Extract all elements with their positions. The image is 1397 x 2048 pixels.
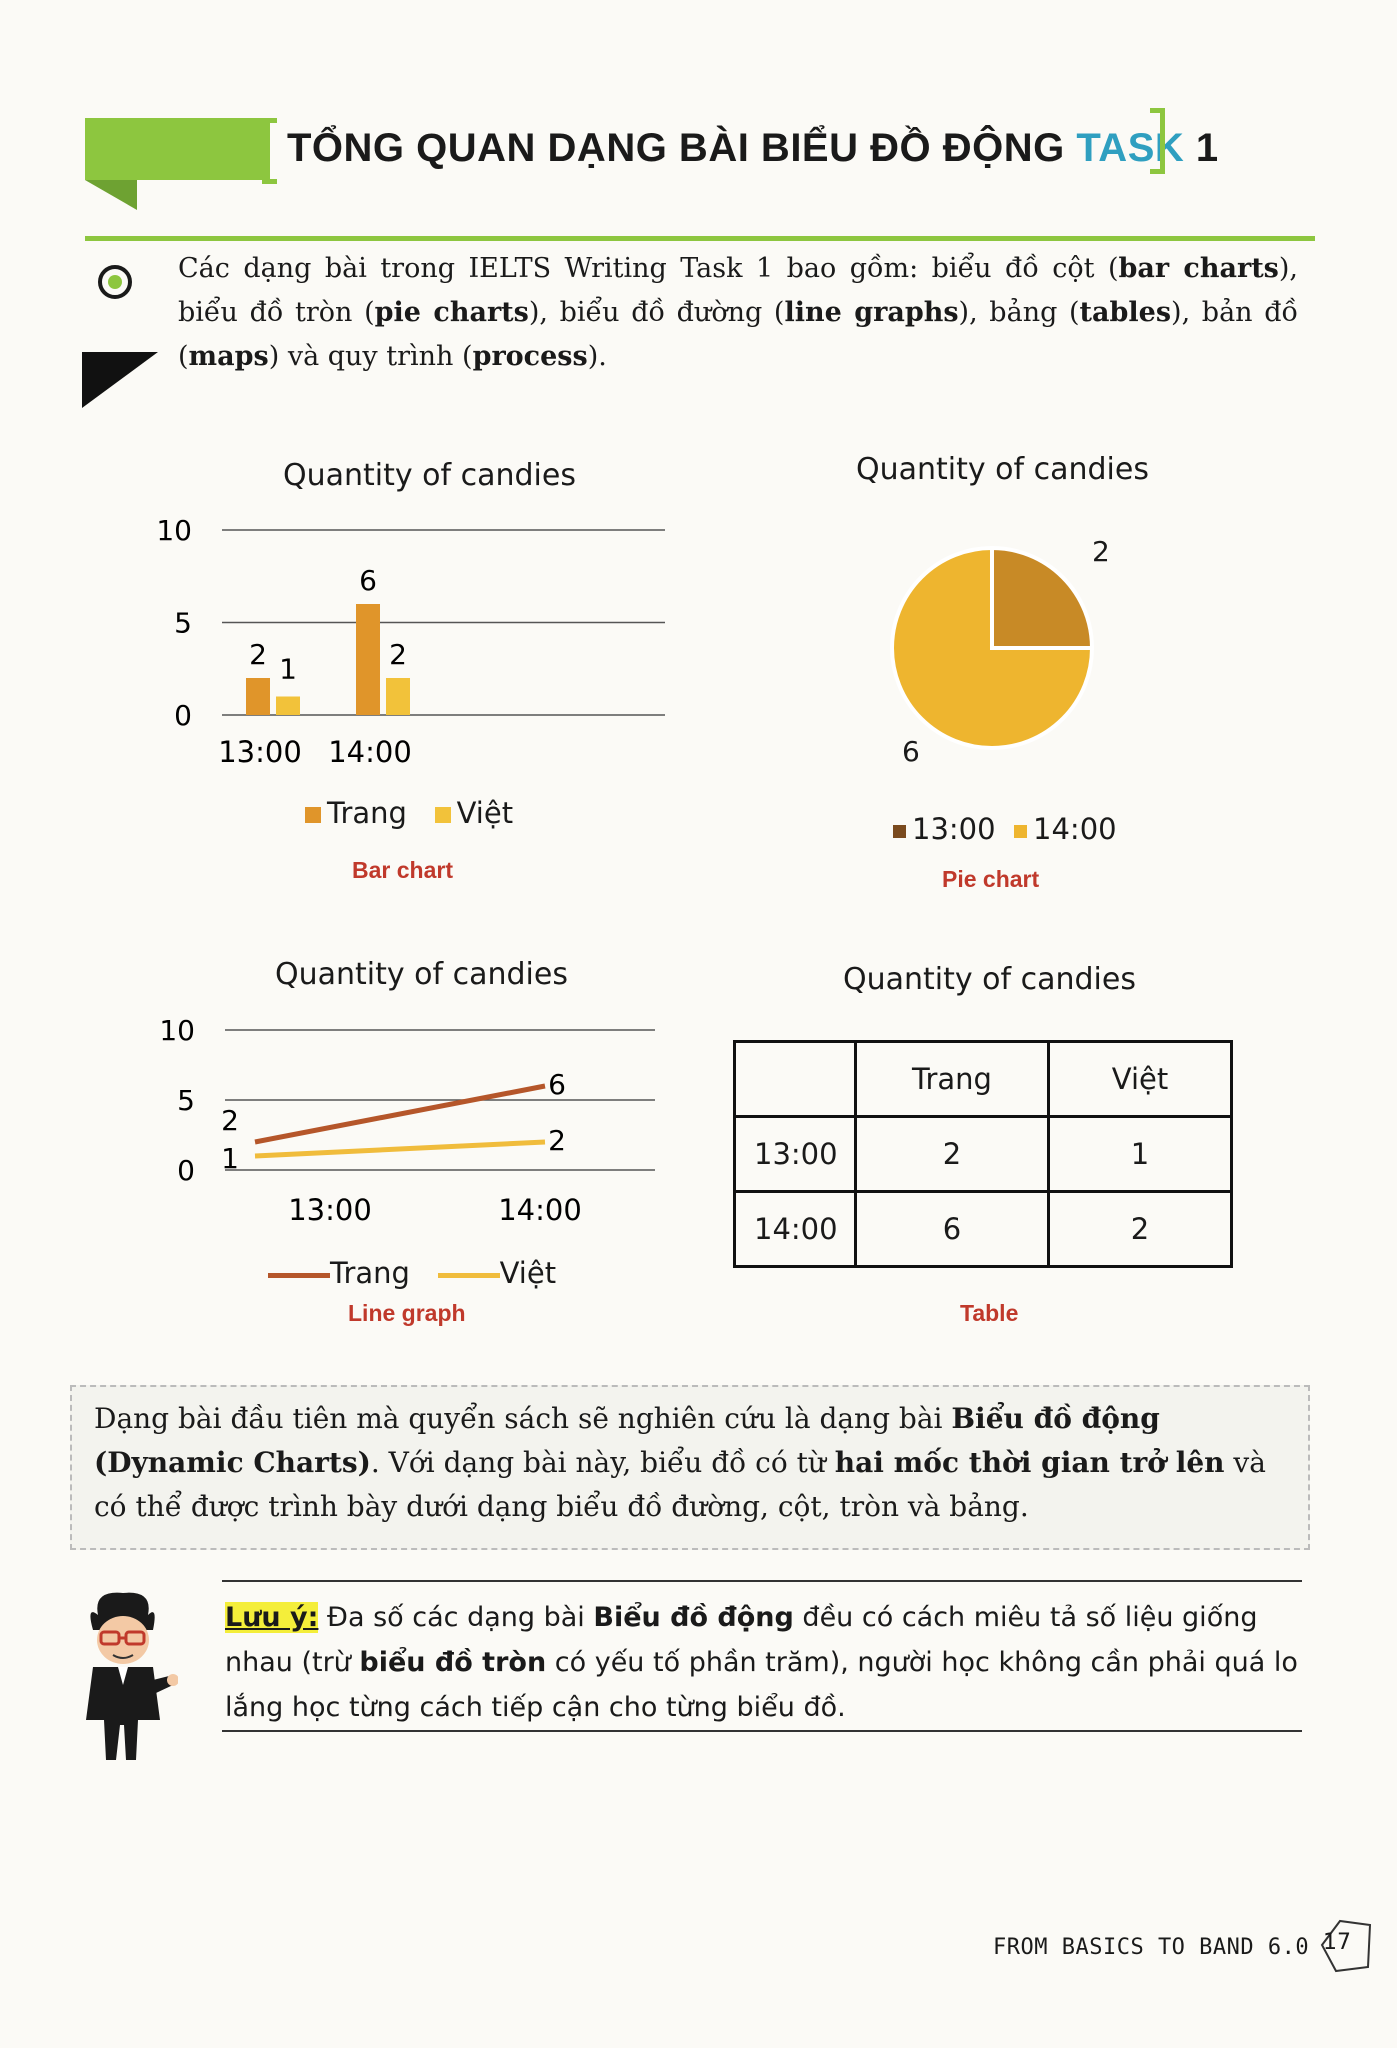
legend-line-viet bbox=[438, 1273, 500, 1278]
pie-caption: Pie chart bbox=[942, 866, 1040, 892]
bar-data-label: 2 bbox=[249, 638, 267, 671]
line-data-label: 2 bbox=[548, 1124, 566, 1157]
triangle-decor-icon bbox=[82, 352, 158, 408]
header-bracket-right bbox=[1150, 108, 1165, 174]
target-bullet-icon bbox=[98, 265, 132, 299]
bar-legend-trang: Trang bbox=[327, 796, 407, 830]
header-bracket-left bbox=[262, 118, 277, 184]
legend-line-trang bbox=[268, 1273, 330, 1278]
bar-x-tick-label: 13:00 bbox=[218, 735, 302, 769]
legend-swatch-viet bbox=[435, 807, 451, 823]
bar-y-tick-label: 5 bbox=[174, 606, 192, 640]
note-label: Lưu ý: bbox=[225, 1602, 319, 1633]
bar-legend bbox=[305, 796, 513, 830]
note-paragraph: Lưu ý: Đa số các dạng bài Biểu đồ động đều có cách miêu tả số liệu giống nhau (trừ biểu đồ tròn có yếu tố phần trăm), người học không cần phải quá lo lắng học từng cách tiếp cận cho từng biểu đồ. bbox=[225, 1602, 1298, 1723]
bar-việt-14:00 bbox=[386, 678, 410, 715]
pie-slice-13:00 bbox=[992, 548, 1092, 648]
line-data-label: 1 bbox=[221, 1142, 239, 1175]
note-rule-bottom bbox=[222, 1730, 1302, 1732]
bar-data-label: 1 bbox=[279, 652, 297, 686]
bar-data-label: 2 bbox=[389, 638, 407, 671]
candies-table bbox=[733, 1040, 1233, 1268]
bar-caption: Bar chart bbox=[352, 857, 453, 883]
bar-y-tick-label: 10 bbox=[156, 514, 192, 547]
table-title: Quantity of candies bbox=[843, 962, 1136, 997]
table-caption: Table bbox=[960, 1300, 1019, 1326]
pie-chart-title: Quantity of candies bbox=[856, 452, 1149, 487]
table-header-viet: Việt bbox=[1049, 1042, 1232, 1117]
bar-legend-viet: Việt bbox=[456, 796, 514, 830]
line-chart-title: Quantity of candies bbox=[275, 957, 568, 992]
bar-trang-14:00 bbox=[356, 604, 380, 715]
table-corner-cell bbox=[735, 1042, 856, 1117]
bar-việt-13:00 bbox=[276, 697, 300, 716]
pie-legend-1300: 13:00 bbox=[912, 812, 996, 846]
book-title-footer: FROM BASICS TO BAND 6.0 bbox=[993, 1935, 1310, 1960]
line-series-trang bbox=[255, 1086, 545, 1142]
table-cell: 2 bbox=[1049, 1192, 1232, 1267]
page-number: 17 bbox=[1323, 1930, 1351, 1955]
bar-trang-13:00 bbox=[246, 678, 270, 715]
header-green-banner bbox=[85, 118, 270, 180]
line-data-label: 6 bbox=[548, 1068, 566, 1101]
bar-x-tick-label: 14:00 bbox=[328, 735, 412, 769]
legend-swatch-1300 bbox=[893, 825, 906, 838]
line-legend-trang: Trang bbox=[330, 1256, 410, 1290]
table-header-row bbox=[735, 1042, 1232, 1117]
bar-chart bbox=[140, 500, 680, 770]
header-fold bbox=[85, 180, 137, 210]
line-caption: Line graph bbox=[348, 1300, 466, 1326]
legend-swatch-trang bbox=[305, 807, 321, 823]
dynamic-charts-box: Dạng bài đầu tiên mà quyển sách sẽ nghiên cứu là dạng bài Biểu đồ động (Dynamic Charts). Với dạng bài này, biểu đồ có từ hai mốc thời gian trở lên và có thể được trình bày dưới dạng biểu đồ đường, cột, tròn và bảng. bbox=[70, 1385, 1310, 1550]
bar-chart-title: Quantity of candies bbox=[283, 458, 576, 493]
intro-paragraph: Các dạng bài trong IELTS Writing Task 1 bao gồm: biểu đồ cột (bar charts), biểu đồ tròn (pie charts), biểu đồ đường (line graphs), bảng (tables), bản đồ (maps) và quy trình (process). bbox=[178, 253, 1299, 372]
bar-data-label: 6 bbox=[359, 564, 377, 597]
table-cell-time: 14:00 bbox=[735, 1192, 856, 1267]
note-rule-top bbox=[222, 1580, 1302, 1582]
legend-swatch-1400 bbox=[1014, 825, 1027, 838]
line-y-tick-label: 0 bbox=[177, 1154, 195, 1187]
teacher-character-icon bbox=[68, 1585, 178, 1765]
line-x-tick-label: 14:00 bbox=[498, 1193, 582, 1227]
line-x-tick-label: 13:00 bbox=[288, 1193, 372, 1227]
table-row bbox=[735, 1117, 1232, 1192]
bar-y-tick-label: 0 bbox=[174, 699, 192, 732]
table-cell-time: 13:00 bbox=[735, 1117, 856, 1192]
table-cell: 6 bbox=[856, 1192, 1049, 1267]
line-chart bbox=[150, 1000, 670, 1240]
pie-legend-1400: 14:00 bbox=[1033, 812, 1117, 846]
table-cell: 2 bbox=[856, 1117, 1049, 1192]
line-y-tick-label: 10 bbox=[159, 1014, 195, 1047]
line-legend-viet: Việt bbox=[499, 1256, 557, 1290]
line-series-việt bbox=[255, 1142, 545, 1156]
line-legend bbox=[268, 1256, 556, 1290]
pie-label-1400: 6 bbox=[902, 735, 920, 768]
table-header-trang: Trang bbox=[856, 1042, 1049, 1117]
header-rule bbox=[85, 236, 1315, 241]
table-cell: 1 bbox=[1049, 1117, 1232, 1192]
pie-legend bbox=[893, 812, 1117, 846]
line-data-label: 2 bbox=[221, 1104, 239, 1137]
line-y-tick-label: 5 bbox=[177, 1084, 195, 1117]
table-row bbox=[735, 1192, 1232, 1267]
pie-label-1300: 2 bbox=[1092, 535, 1110, 568]
page-title: TỔNG QUAN DẠNG BÀI BIỂU ĐỒ ĐỘNG TASK 1 bbox=[287, 126, 1219, 170]
